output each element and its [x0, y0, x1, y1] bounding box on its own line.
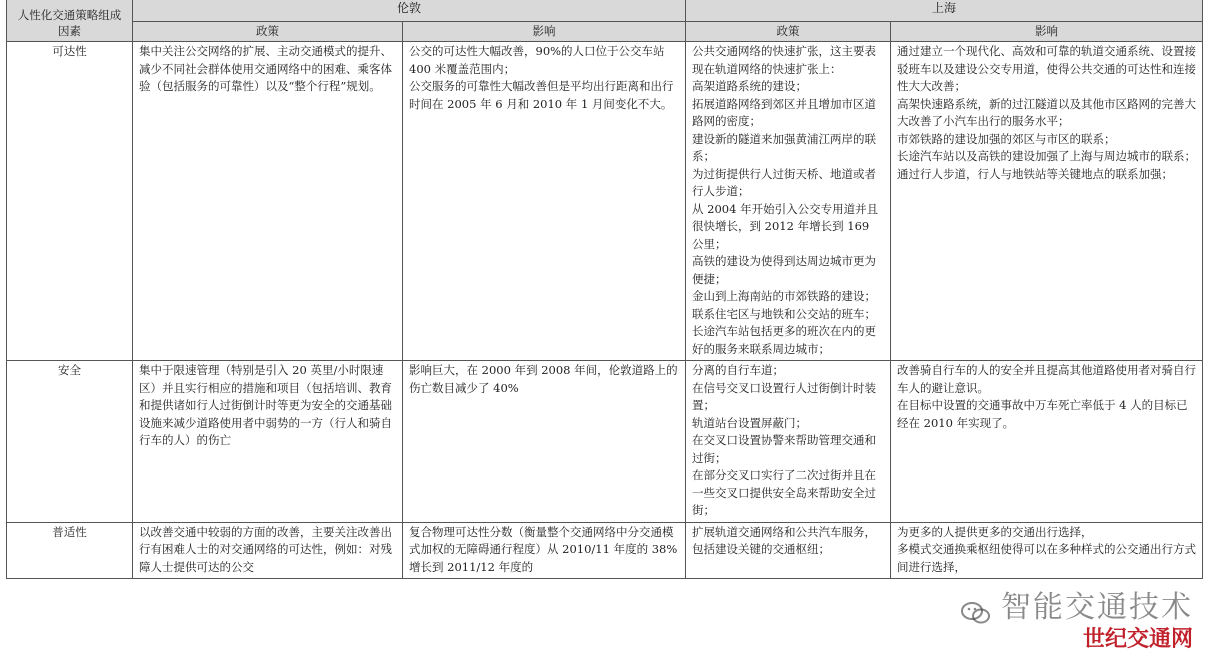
cell-text-line: 扩展轨道交通网络和公共汽车服务，包括建设关键的交通枢纽；: [692, 524, 877, 556]
cell-text-line: 建设新的隧道来加强黄浦江两岸的联系；: [692, 131, 877, 163]
cell-text-line: 集中关注公交网络的扩展、主动交通模式的提升、减少不同社会群体使用交通网络中的困难、乘客体验（包括服务的可靠性）以及“整个行程”规划。: [139, 44, 392, 93]
cell-text-line: 高架道路系统的建设；: [692, 79, 808, 93]
cell-text-line: 多模式交通换乘枢纽使得可以在多种样式的公交通出行方式间进行选择，: [897, 542, 1197, 574]
wechat-icon: [960, 600, 992, 626]
shanghai-policy-cell: [686, 522, 891, 579]
cell-text-line: 分离的自行车道；: [692, 363, 785, 377]
cell-text-line: 通过建立一个现代化、高效和可靠的轨道交通系统、设置接驳班车以及建设公交专用道，使得公共交通的可达性和连接性大大改善；: [897, 44, 1197, 93]
london-impact-header: 影响: [403, 21, 686, 41]
london-header: 伦敦: [133, 0, 686, 21]
policy-comparison-table-wrapper: [6, 0, 1202, 579]
cell-text-line: 拓展道路网络到郊区并且增加市区道路网的密度；: [692, 96, 877, 128]
cell-text-line: 为更多的人提供更多的交通出行选择，: [897, 524, 1093, 539]
cell-text-line: 集中于限速管理（特别是引入 20 英里/小时限速区）并且实行相应的措施和项目（包括培训、教育和提供诸如行人过街倒计时等更为安全的交通基础设施来减少道路使用者中弱势的一方（行人和骑自行车的人）的伤亡: [139, 363, 392, 447]
shanghai-impact-cell: [891, 361, 1203, 523]
london-policy-cell: [133, 42, 403, 361]
corner-header: [7, 0, 133, 42]
policy-comparison-table: [6, 0, 1203, 579]
watermark: [960, 582, 1193, 653]
cell-text-line: 长途汽车站包括更多的班次在内的更好的服务来联系周边城市；: [692, 324, 877, 356]
cell-text-line: 公共交通网络的快速扩张，这主要表现在轨道网络的快速扩张上：: [692, 44, 877, 76]
shanghai-impact-header: 影响: [891, 21, 1203, 41]
shanghai-policy-header: 政策: [686, 21, 891, 41]
corner-header-label: 人性化交通策略组成因素: [17, 8, 122, 38]
watermark-site: 世纪交通网: [1082, 627, 1193, 652]
cell-text-line: 高架快速路系统，新的过江隧道以及其他市区路网的完善大大改善了小汽车出行的服务水平；: [897, 96, 1197, 128]
cell-text-line: 在信号交叉口设置行人过街倒计时装置；: [692, 380, 877, 412]
shanghai-policy-cell: [686, 361, 891, 523]
table-row: [7, 522, 1203, 579]
cell-text-line: 复合物理可达性分数（衡量整个交通网络中分交通模式加权的无障碍通行程度）从 2010/11 年度的 38%增长到 2011/12 年度的: [409, 524, 678, 574]
table-row: [7, 361, 1203, 523]
shanghai-header: 上海: [686, 0, 1203, 21]
cell-text-line: 在部分交叉口实行了二次过街并且在一些交叉口提供安全岛来帮助安全过街；: [692, 468, 877, 517]
london-policy-header: 政策: [133, 21, 403, 41]
london-policy-cell: [133, 361, 403, 523]
london-impact-cell: [403, 522, 686, 579]
cell-text-line: 通过行人步道，行人与地铁站等关键地点的联系加强；: [897, 166, 1174, 181]
cell-text-line: 影响巨大，在 2000 年到 2008 年间，伦敦道路上的伤亡数目减少了 40%: [409, 363, 678, 395]
factor-cell: 安全: [7, 361, 133, 523]
cell-text-line: 在交叉口设置协警来帮助管理交通和过街；: [692, 433, 877, 465]
watermark-brand: 智能交通技术: [1001, 590, 1193, 625]
cell-text-line: 从 2004 年开始引入公交专用道并且很快增长，到 2012 年增长到 169 公里；: [692, 201, 879, 251]
table-row: [7, 42, 1203, 361]
factor-cell: 可达性: [7, 42, 133, 361]
london-policy-cell: [133, 522, 403, 579]
cell-text-line: 联系住宅区与地铁和公交站的班车；: [692, 306, 877, 321]
cell-text-line: 公交的可达性大幅改善，90%的人口位于公交车站 400 米覆盖范围内；: [409, 44, 665, 76]
shanghai-policy-cell: [686, 42, 891, 361]
shanghai-impact-cell: [891, 42, 1203, 361]
cell-text-line: 长途汽车站以及高铁的建设加强了上海与周边城市的联系；: [897, 149, 1197, 163]
cell-text-line: 轨道站台设置屏蔽门；: [692, 415, 808, 430]
cell-text-line: 以改善交通中较弱的方面的改善，主要关注改善出行有困难人士的对交通网络的可达性，例如：对残障人士提供可达的公交: [139, 524, 392, 574]
london-impact-cell: [403, 42, 686, 361]
cell-text-line: 市郊铁路的建设加强的郊区与市区的联系；: [897, 131, 1116, 146]
cell-text-line: 改善骑自行车的人的安全并且提高其他道路使用者对骑自行车人的避让意识。: [897, 363, 1197, 395]
london-impact-cell: [403, 361, 686, 523]
cell-text-line: 在目标中设置的交通事故中万车死亡率低于 4 人的目标已经在 2010 年实现了。: [897, 398, 1188, 430]
cell-text-line: 金山到上海南站的市郊铁路的建设；: [692, 289, 877, 303]
cell-text-line: 高铁的建设为使得到达周边城市更为便捷；: [692, 254, 877, 286]
factor-cell: 普适性: [7, 522, 133, 579]
cell-text-line: 为过街提供行人过街天桥、地道或者行人步道；: [692, 166, 877, 198]
shanghai-impact-cell: [891, 522, 1203, 579]
cell-text-line: 公交服务的可靠性大幅改善但是平均出行距离和出行时间在 2005 年 6 月和 2010 年 1 月间变化不大。: [409, 79, 674, 111]
